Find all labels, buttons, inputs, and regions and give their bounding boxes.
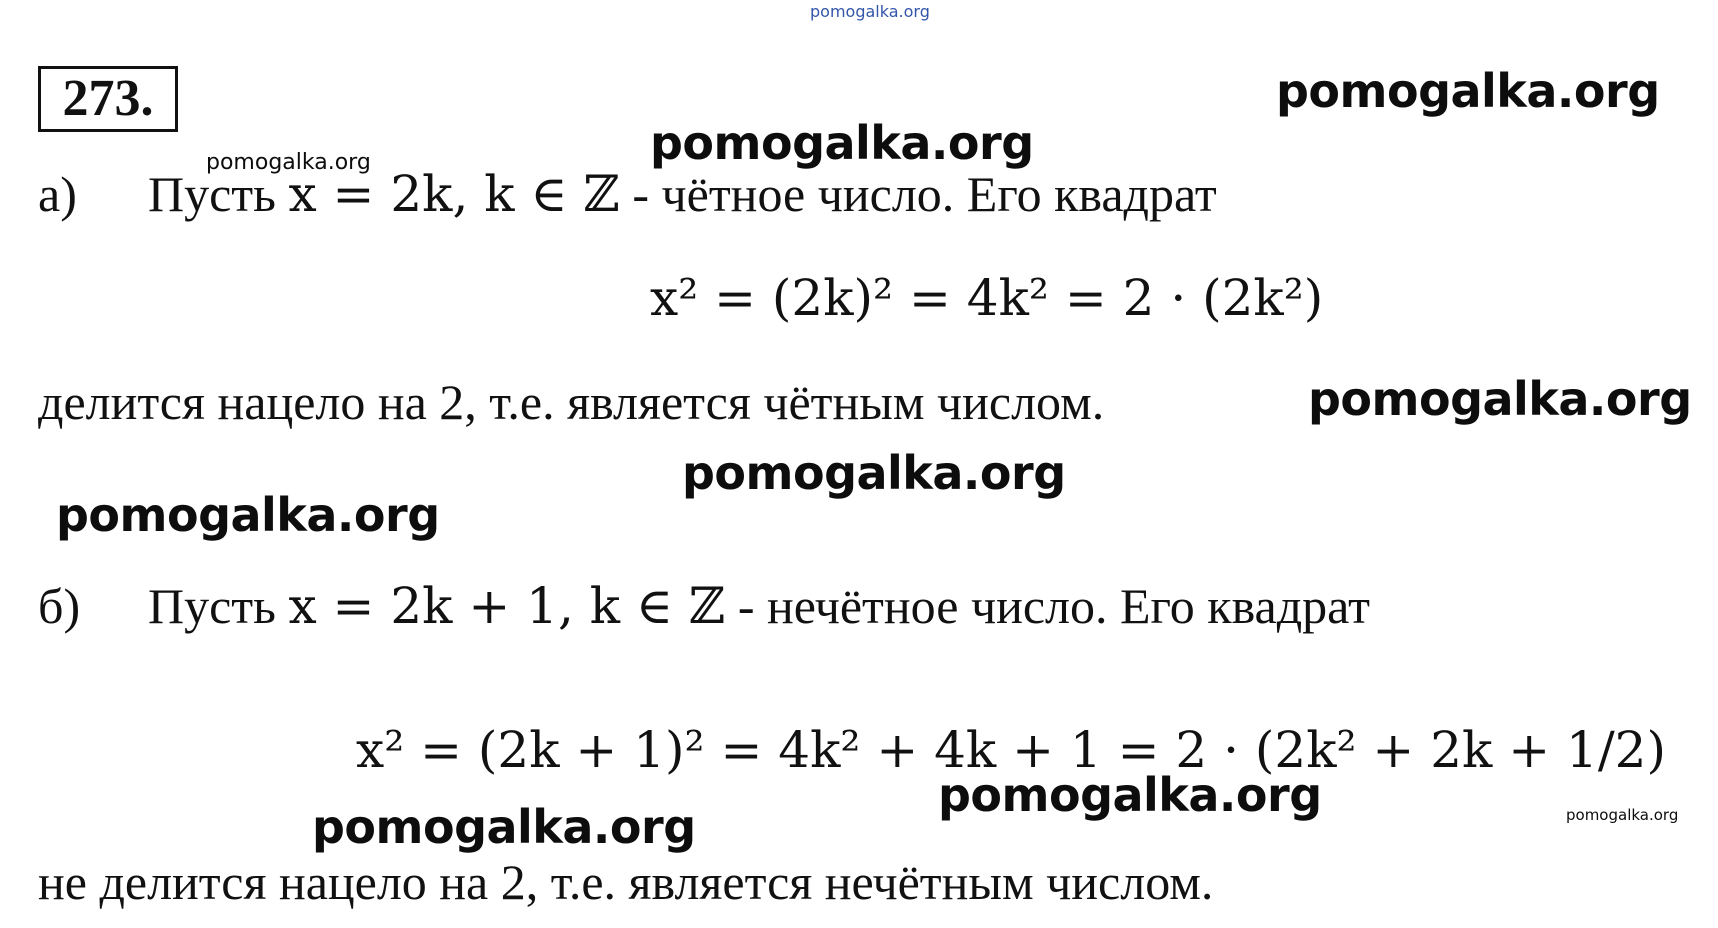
watermark-middle: pomogalka.org <box>682 446 1066 500</box>
problem-number: 273. <box>38 66 178 132</box>
part-a-equation: x² = (2k)² = 4k² = 2 · (2k²) <box>650 269 1324 327</box>
part-b-definition: x = 2k + 1, k ∈ ℤ <box>288 577 726 635</box>
watermark-center-top: pomogalka.org <box>650 116 1034 170</box>
part-a-definition: x = 2k, k ∈ ℤ <box>288 165 620 223</box>
part-b-equation: x² = (2k + 1)² = 4k² + 4k + 1 = 2 · (2k² + 2k + 1/2) <box>356 721 1666 779</box>
part-b-statement <box>38 576 1370 636</box>
part-a-marker: а) <box>38 166 77 222</box>
part-a-statement <box>38 164 1217 224</box>
part-b-intro: Пусть <box>148 578 276 634</box>
part-a-conclusion: делится нацело на 2, т.е. является чётным числом. <box>38 374 1105 430</box>
watermark-under-equation-b: pomogalka.org <box>938 768 1322 822</box>
watermark-top-right: pomogalka.org <box>1276 64 1660 118</box>
watermark-top: pomogalka.org <box>810 2 930 21</box>
watermark-after-conclusion-a: pomogalka.org <box>1308 372 1692 426</box>
part-a-intro: Пусть <box>148 166 276 222</box>
watermark-left-middle: pomogalka.org <box>56 488 440 542</box>
part-b-marker: б) <box>38 578 81 634</box>
watermark-left-bottom: pomogalka.org <box>312 800 696 854</box>
part-a-text: - чётное число. Его квадрат <box>619 166 1217 222</box>
part-b-text: - нечётное число. Его квадрат <box>725 578 1370 634</box>
part-b-conclusion: не делится нацело на 2, т.е. является нечётным числом. <box>38 854 1214 910</box>
watermark-tiny-bottom-right: pomogalka.org <box>1566 806 1679 824</box>
watermark-small-line-a: pomogalka.org <box>206 150 371 175</box>
